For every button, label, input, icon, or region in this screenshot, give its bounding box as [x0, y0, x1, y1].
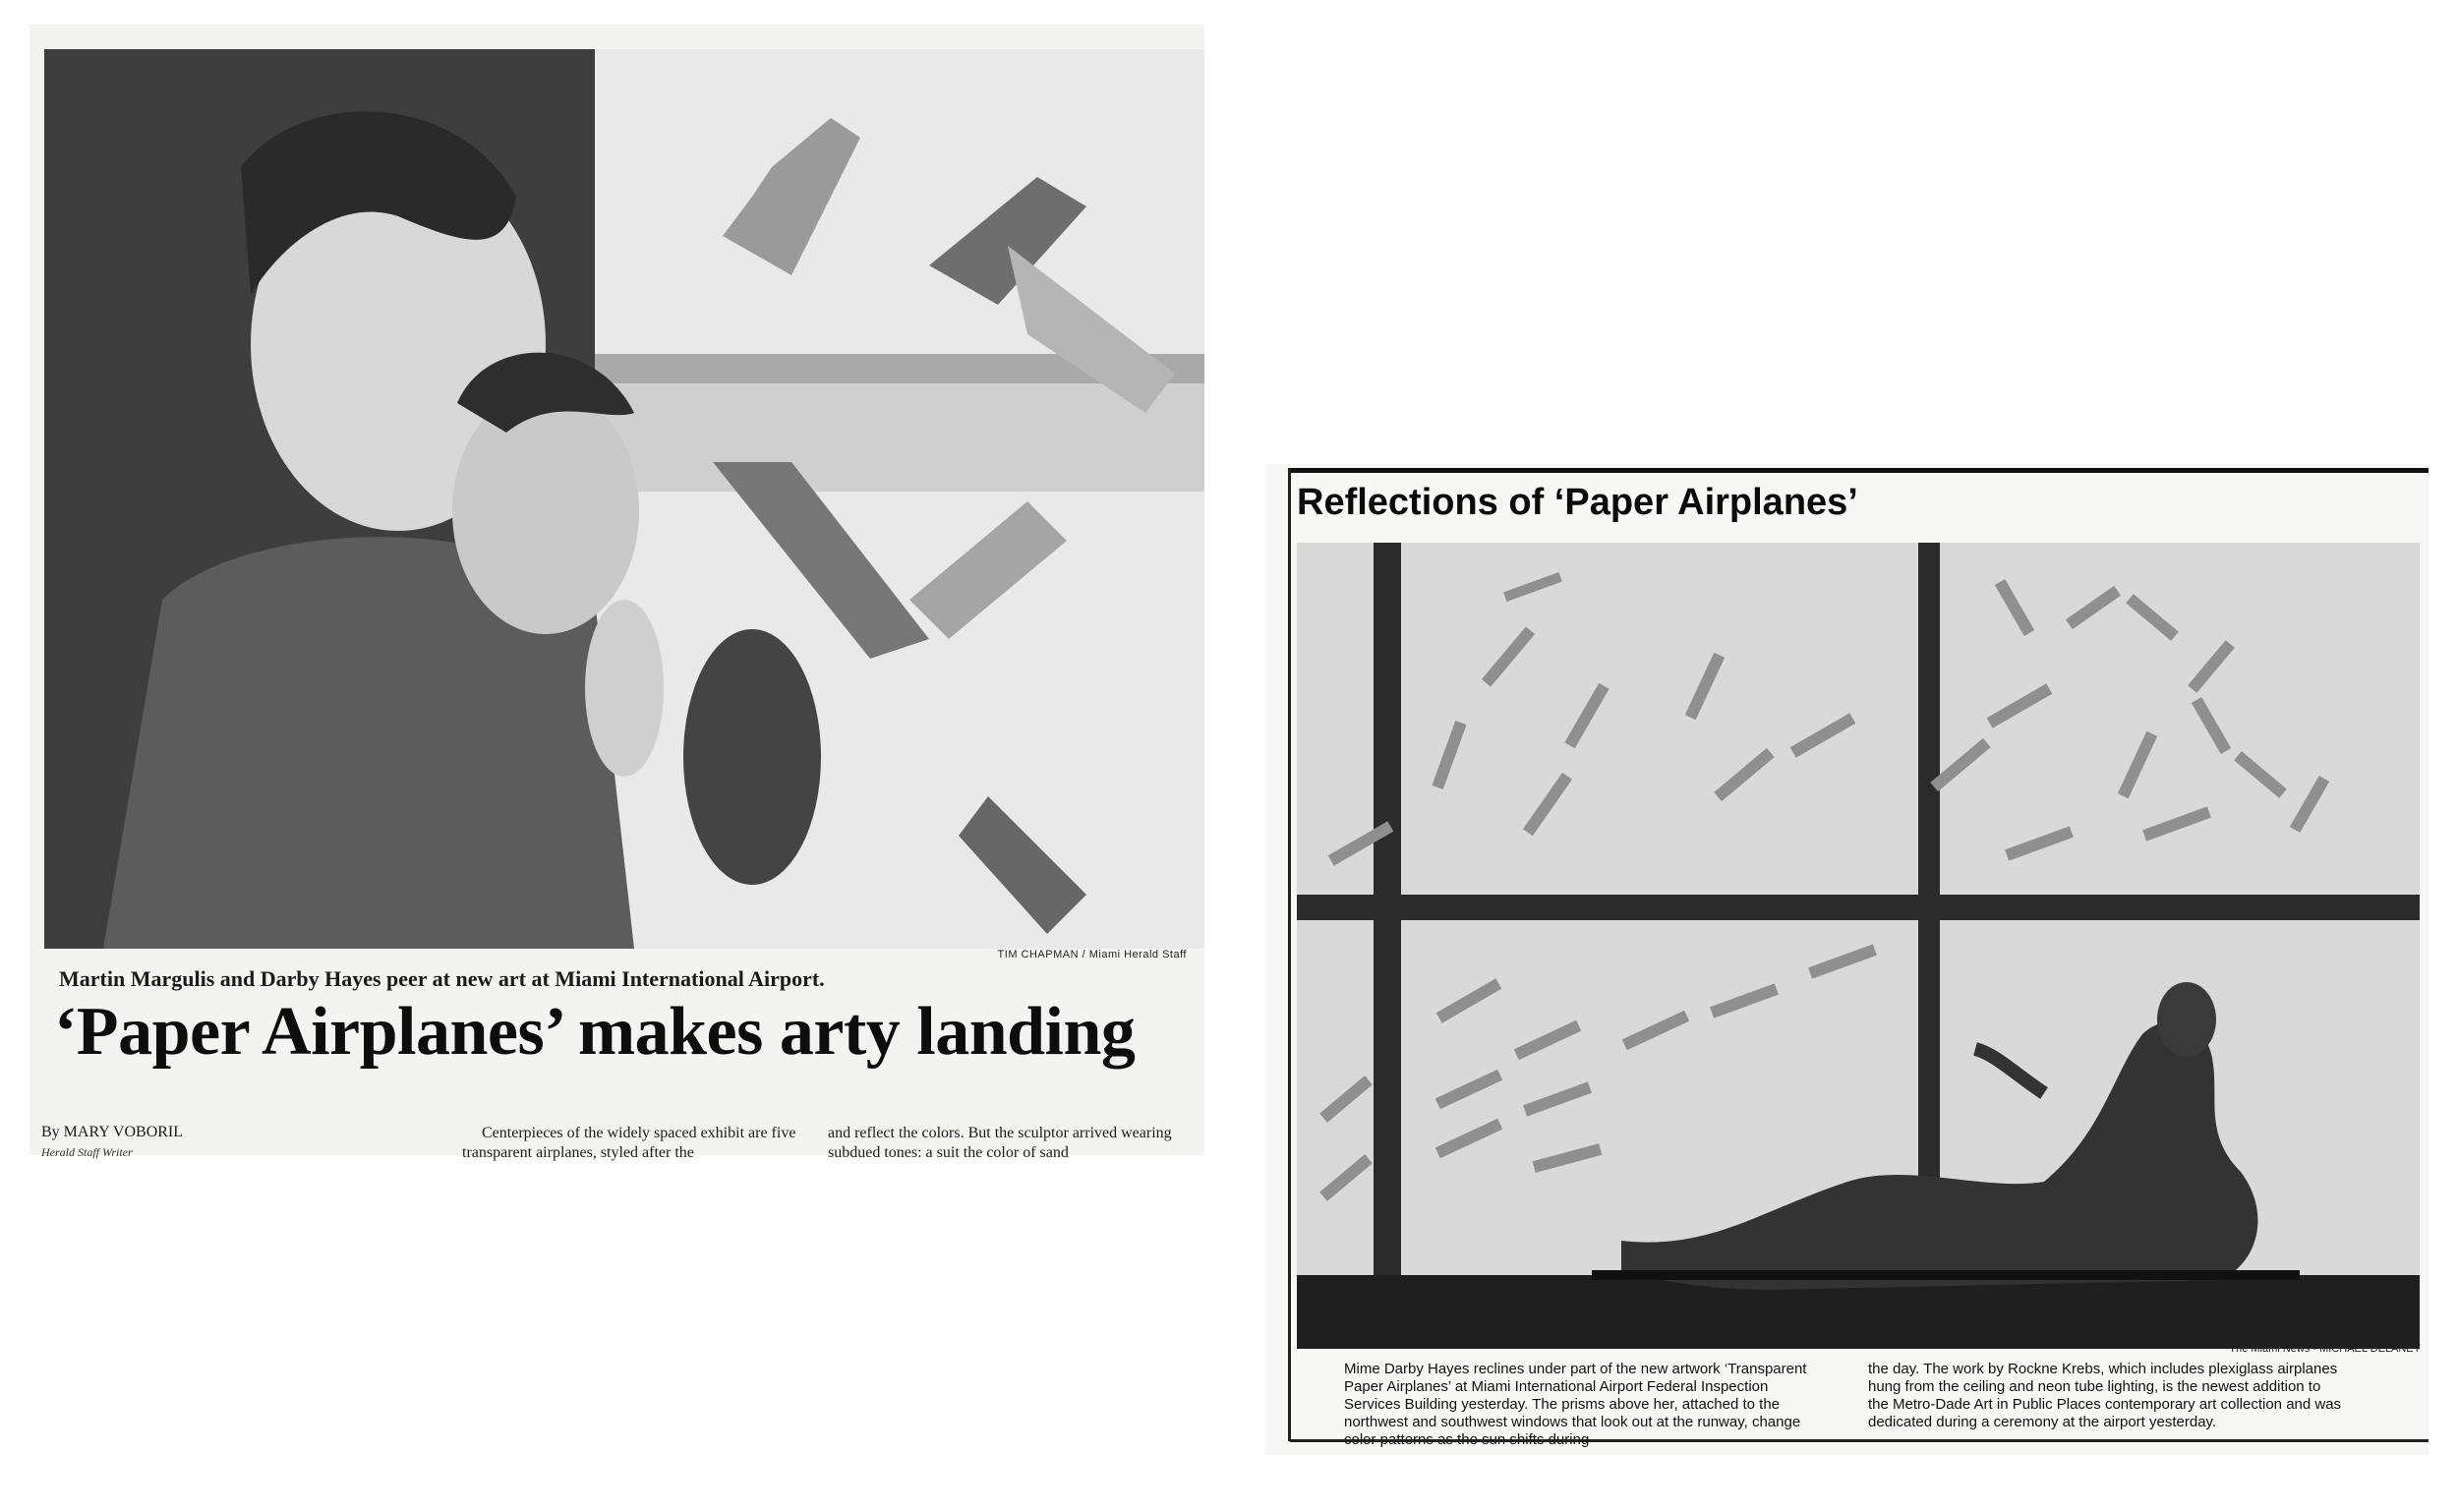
photo-credit: The Miami News - MICHAEL DELANEY — [2229, 1343, 2421, 1355]
miami-news-clipping — [1265, 464, 2429, 1455]
left-rule — [1288, 468, 1291, 1441]
byline: By MARY VOBORIL — [41, 1124, 184, 1140]
byline-title: Herald Staff Writer — [41, 1145, 133, 1159]
photo-credit: TIM CHAPMAN / Miami Herald Staff — [997, 949, 1187, 960]
caption-column-2: the day. The work by Rockne Krebs, which includes plexiglass airplanes hung from the ceiling and neon tube lighting, is the newest addition to the Metro-Dade Art in Public Places contemporary art collection and was dedicated during a ceremony at the airport yesterday. — [1868, 1361, 2342, 1430]
herald-clipping — [29, 25, 1204, 1161]
headline: Reflections of ‘Paper Airplanes’ — [1297, 482, 1858, 523]
caption-column-1: Mime Darby Hayes reclines under part of the new artwork ‘Transparent Paper Airplanes’ at Miami International Airport Federal Inspection Services Building yesterday. The prisms above her, attached to the northwest and southwest windows that look out at the runway, change — [1344, 1361, 1807, 1430]
reclining-mime-photo — [1297, 543, 2420, 1349]
mimes-at-window-photo — [44, 49, 1204, 949]
headline: ‘Paper Airplanes’ makes arty landing — [54, 994, 1136, 1070]
photo-caption: Martin Margulis and Darby Hayes peer at new art at Miami International Airport. — [59, 966, 825, 991]
top-rule — [1290, 468, 2429, 473]
bottom-rule — [1290, 1439, 2429, 1442]
article-column-2: and reflect the colors. But the sculptor arrived wearing subdued tones: a suit the color of sand — [828, 1125, 1172, 1161]
article-column-1: Centerpieces of the widely spaced exhibit are five transparent airplanes, styled after the — [462, 1125, 796, 1161]
